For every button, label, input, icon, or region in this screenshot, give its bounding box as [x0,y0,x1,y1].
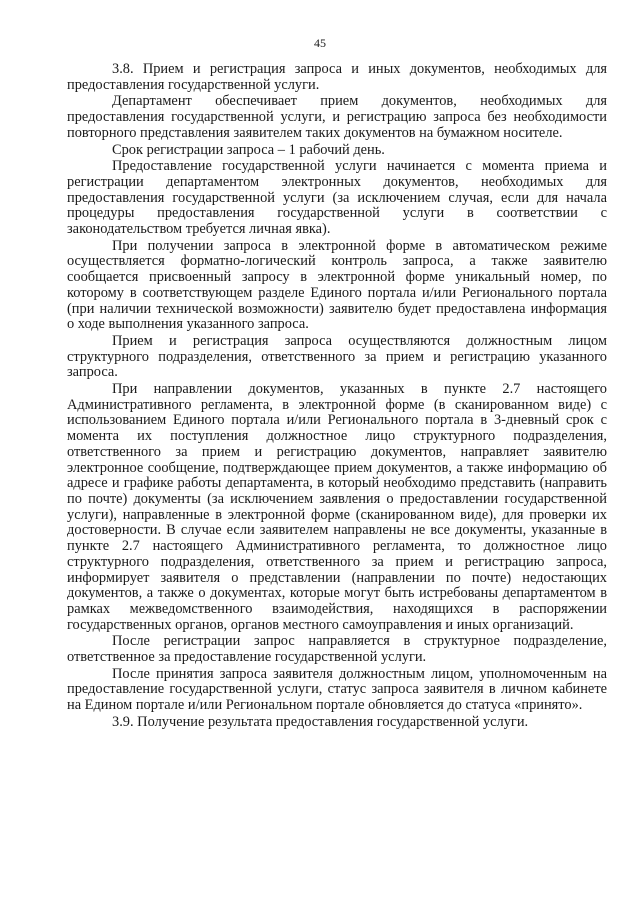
page-number: 45 [314,36,326,50]
section-heading-3-9: 3.9. Получение результата предоставления государственной услуги. [112,713,529,730]
document-body [67,62,607,731]
paragraph-document-submission: При направлении документов, указанных в пункте 2.7 настоящего Административного регламента, в электронной форме (в сканированном виде) с использованием Единого портала и/или Регионального портала в 3-дневный срок с момента их поступления должностное лицо структурного подразделения, ответственного за прием и регистрацию документов, направляет заявителю электронное сообщение, подтверждающее прием документов, а также информацию об адресе и графике работы департамента, в который необходимо представить (направить по почте) документы (за исключением заявления о предоставлении государственной услуги), направленные в электронной форме (сканированном виде), для проверки их достоверности. В случае если заявителем направлены не все документы, указанные в пункте 2.7 настоящего Административного регламента, то должностное лицо структурного подразделения, ответственного за прием и регистрацию запроса, информирует заявителя о представлении (направлении по почте) недостающих документов, а также о документах, которые могут быть истребованы департаментом в рамках межведомственного взаимодействия, находящихся в распоряжении государственных органов, органов местного самоуправления и иных организаций. [67,381,607,633]
section-heading-3-8: 3.8. Прием и регистрация запроса и иных документов, необходимых для предоставления государственной услуги. [67,61,607,93]
paragraph-after-registration: После регистрации запрос направляется в структурное подразделение, ответственное за предоставление государственной услуги. [67,633,607,666]
paragraph-registration-term: Срок регистрации запроса – 1 рабочий день. [112,141,385,158]
paragraph-service-start: Предоставление государственной услуги начинается с момента приема и регистрации департаментом электронных документов, необходимых для предоставления государственной услуги (за исключением случая, если для начала процедуры предоставления государственной услуги в соответствии с законодательством требуется личная явка). [67,158,607,238]
paragraph-status-update: После принятия запроса заявителя должностным лицом, уполномоченным на предоставление государственной услуги, статус запроса заявителя в личном кабинете на Едином портале и/или Региональном портале обновляется до статуса «принято». [67,665,607,714]
paragraph-reception-officer: Прием и регистрация запроса осуществляются должностным лицом структурного подразделения, ответственного за прием и регистрацию указанного запроса. [67,332,607,381]
paragraph-electronic-request: При получении запроса в электронной форме в автоматическом режиме осуществляется форматно-логический контроль запроса, а также заявителю сообщается присвоенный запросу в электронной форме уникальный номер, по которому в соответствующем разделе Единого портала и/или Регионального портала (при наличии технической возможности) заявителю будет предоставлена информация о ходе выполнения указанного запроса. [67,237,607,333]
paragraph-department-ensures: Департамент обеспечивает прием документов, необходимых для предоставления государственной услуги, и регистрацию запроса без необходимости повторного представления заявителем таких документов на бумажном носителе. [67,93,607,141]
